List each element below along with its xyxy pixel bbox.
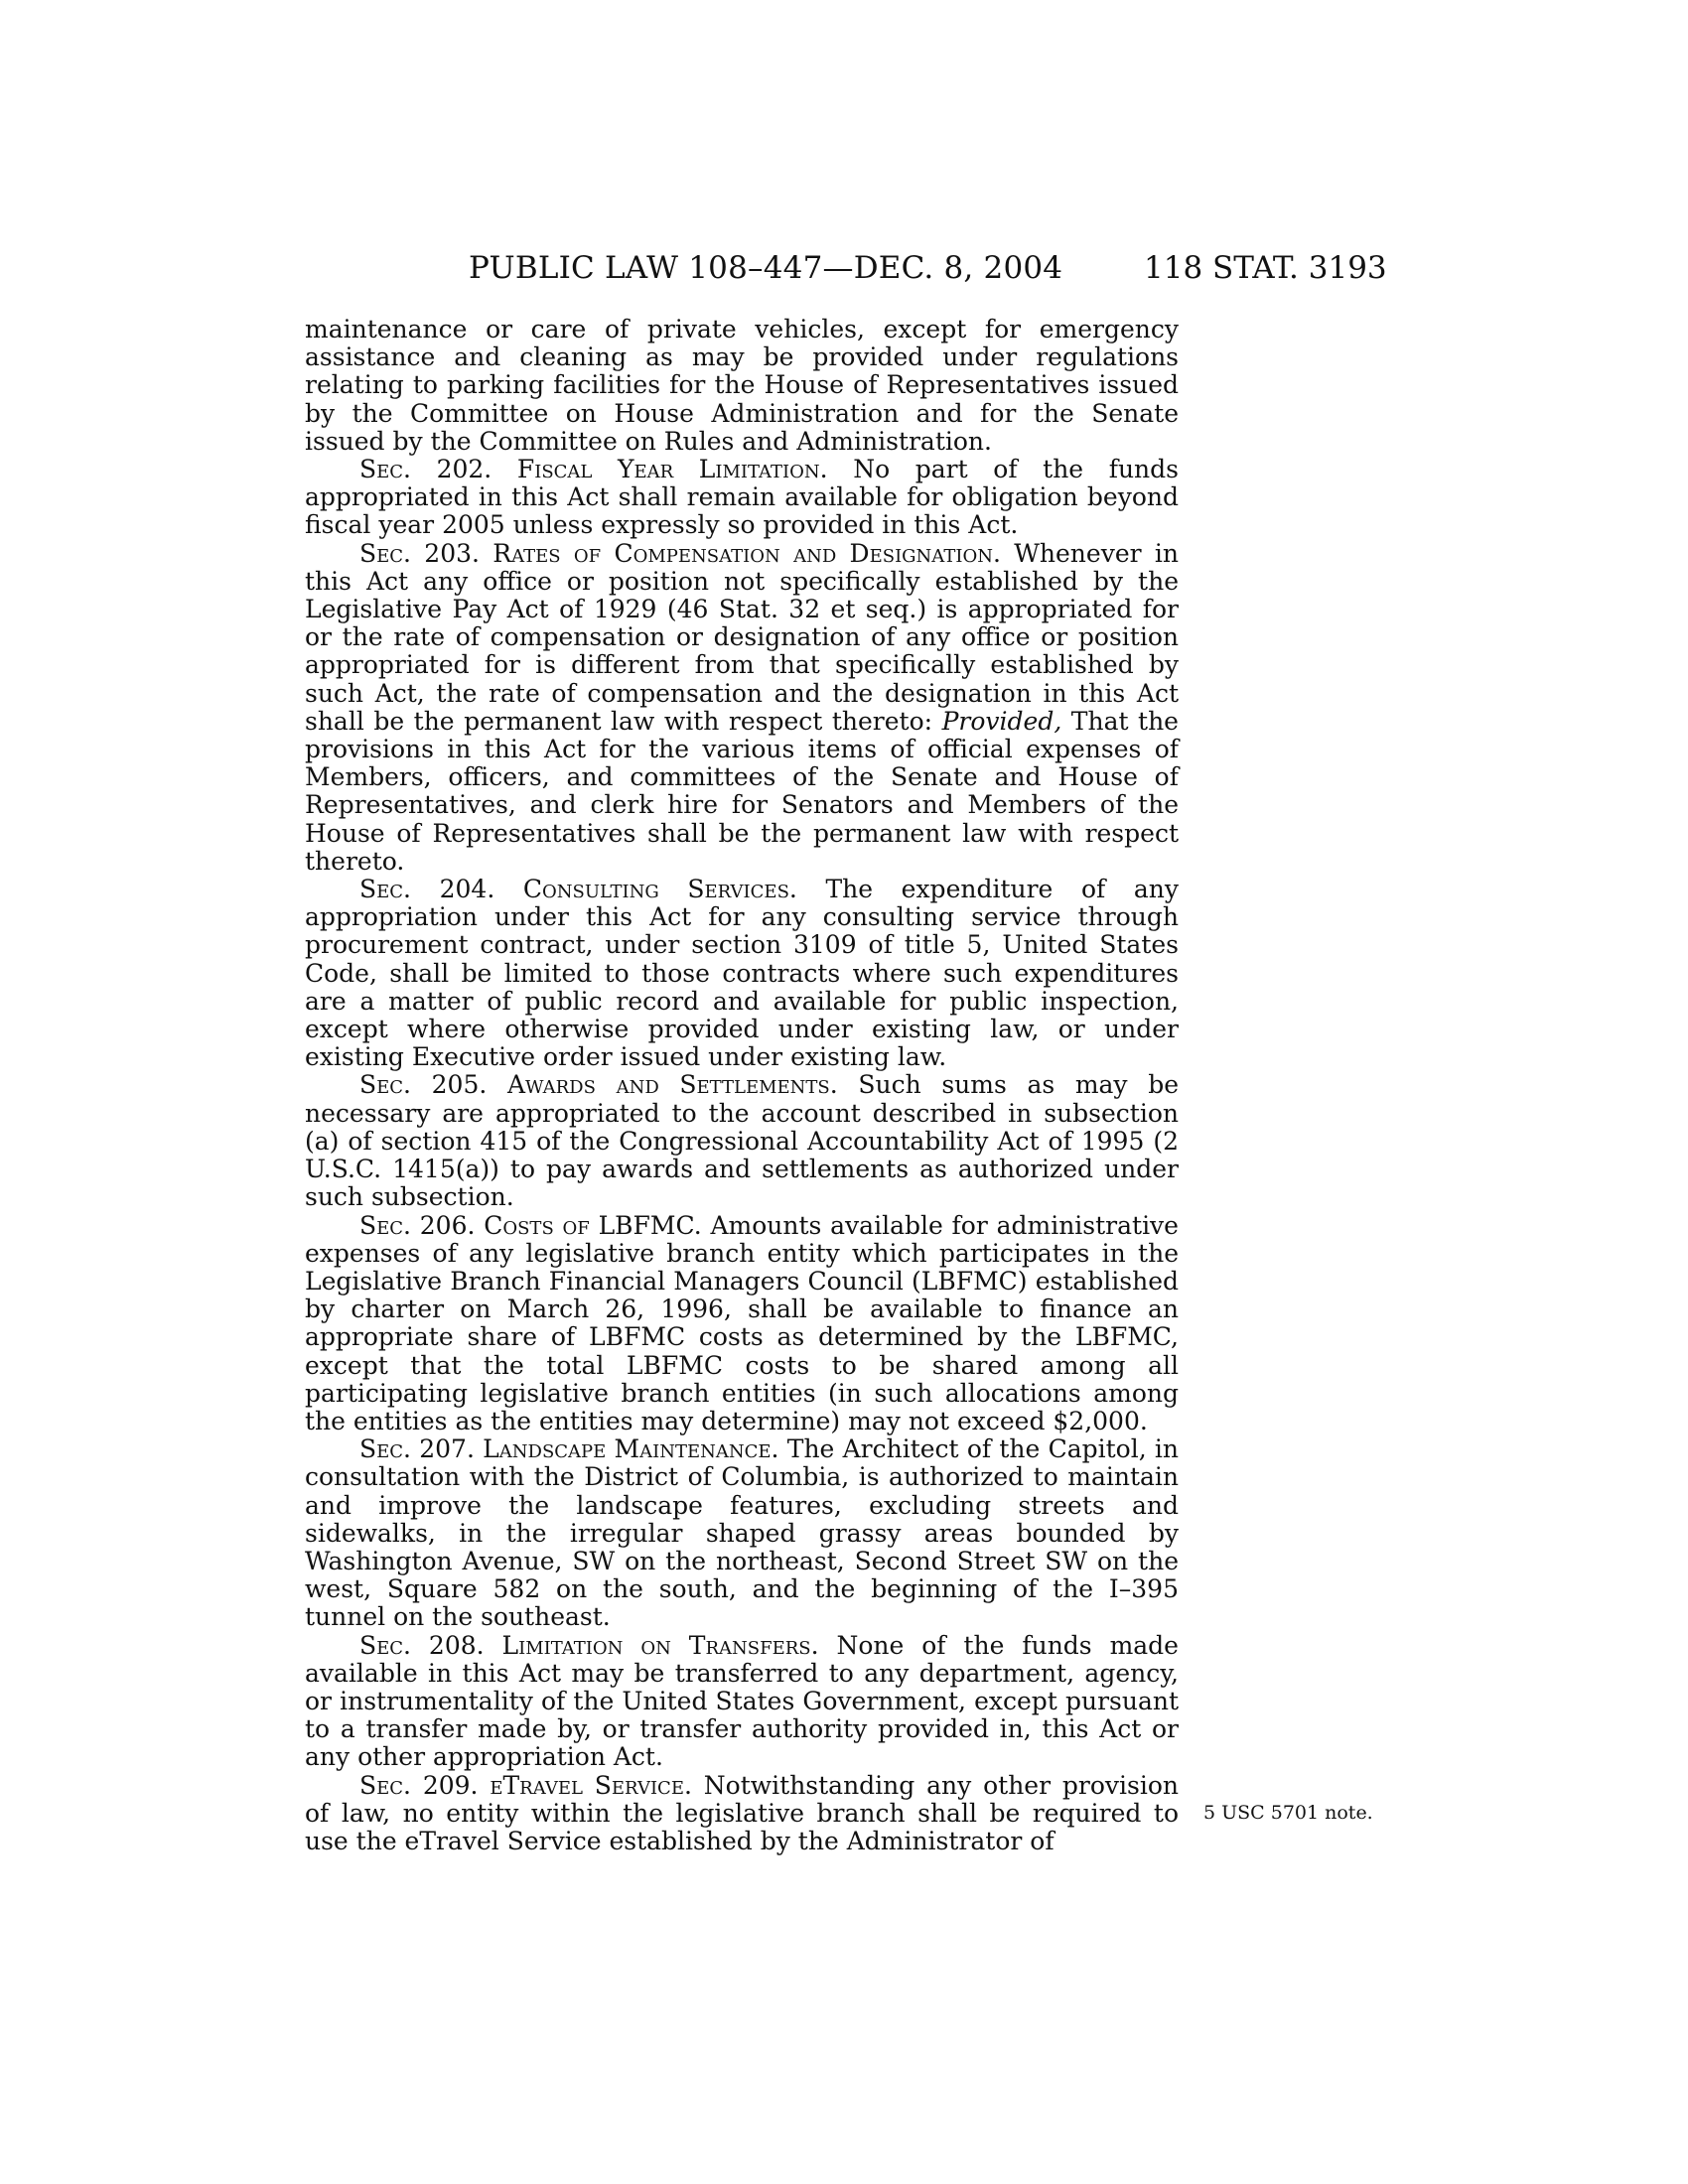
section-title: Consulting Services. (522, 875, 797, 904)
section-203 (305, 540, 1179, 876)
section-209 (305, 1772, 1179, 1856)
section-number: Sec. 205. (359, 1070, 488, 1100)
section-title: Limitation on Transfers. (501, 1630, 819, 1660)
continuation-paragraph: maintenance or care of private vehicles, except for emergency assistance and cleaning as may be provided under regulations relating to parking facilities for the House of Representatives issued by the Committee on House Administration and for the Senate issued by the Committee on Rules and Administration. (305, 315, 1179, 456)
section-text: Whenever in this Act any office or position not specifically established by the Legislative Pay Act of 1929 (46 Stat. 32 et seq.) is appropriated for or the rate of compensation or designation of any office or position appropriated for is different from that specifically established by such Act, the rate of compensation and the designation in this Act shall be the permanent law with respect thereto: (305, 538, 1179, 736)
section-206 (305, 1212, 1179, 1436)
section-title: Fiscal Year Limitation. (516, 455, 828, 484)
section-title: eTravel Service. (490, 1770, 692, 1800)
section-text: None of the funds made available in this Act may be transferred to any department, agency, or instrumentality of the United States Government, except pursuant to a transfer made by, or transfer authority provided in, this Act or any other appropriation Act. (305, 1630, 1179, 1772)
section-text: No part of the funds appropriated in this Act shall remain available for obligation beyond fiscal year 2005 unless expressly so provided in this Act. (305, 455, 1179, 540)
section-number: Sec. 206. (359, 1210, 476, 1240)
section-text: The Architect of the Capitol, in consultation with the District of Columbia, is authorized to maintain and improve the landscape features, excluding streets and sidewalks, in the irregular shaped grassy areas bounded by Washington Avenue, SW on the northeast, Second Street SW on the west, Square 582 on the south, and the beginning of the I–395 tunnel on the southeast. (305, 1434, 1179, 1632)
section-title: Landscape Maintenance. (483, 1434, 779, 1464)
section-number: Sec. 203. (359, 538, 480, 568)
section-text-continued: That the provisions in this Act for the various items of official expenses of Members, officers, and committees of the Senate and House of Representatives, and clerk hire for Senators and Members of the House of Representatives shall be the permanent law with respect thereto. (305, 706, 1179, 876)
section-text: The expenditure of any appropriation under this Act for any consulting service through procurement contract, under section 3109 of title 5, United States Code, shall be limited to those contracts where such expenditures are a matter of public record and available for public inspection, except where otherwise provided under existing law, or under existing Executive order issued under existing law. (305, 875, 1180, 1072)
margin-citation-note: 5 USC 5701 note. (1203, 1802, 1373, 1824)
stat-page-number: 118 STAT. 3193 (1144, 250, 1387, 286)
section-title: Costs of LBFMC. (484, 1210, 702, 1240)
section-207 (305, 1435, 1179, 1631)
running-header-title: PUBLIC LAW 108–447—DEC. 8, 2004 (469, 250, 1063, 286)
law-body-text (305, 316, 1179, 1855)
section-number: Sec. 207. (359, 1434, 475, 1464)
section-number: Sec. 209. (359, 1770, 479, 1800)
section-title: Awards and Settlements. (506, 1070, 838, 1100)
section-text: Such sums as may be necessary are appropriated to the account described in subsection (a) of section 415 of the Congressional Accountability Act of 1995 (2 U.S.C. 1415(a)) to pay awards and settlements as authorized under such subsection. (305, 1070, 1179, 1212)
section-205 (305, 1071, 1179, 1211)
section-text: Notwithstanding any other provision of law, no entity within the legislative branch shall be required to use the eTravel Service established by the Administrator of (305, 1770, 1179, 1855)
section-number: Sec. 208. (359, 1630, 485, 1660)
proviso-italic: Provided, (941, 706, 1062, 736)
section-202 (305, 456, 1179, 540)
section-208 (305, 1632, 1179, 1772)
section-title: Rates of Compensation and Designation. (492, 538, 1001, 568)
section-number: Sec. 204. (359, 875, 495, 904)
section-number: Sec. 202. (359, 455, 492, 484)
section-text: Amounts available for administrative expenses of any legislative branch entity which participates in the Legislative Branch Financial Managers Council (LBFMC) established by charter on March 26, 1996, shall be available to finance an appropriate share of LBFMC costs as determined by the LBFMC, except that the total LBFMC costs to be shared among all participating legislative branch entities (in such allocations among the entities as the entities may determine) may not exceed $2,000. (305, 1210, 1179, 1435)
section-204 (305, 876, 1179, 1071)
